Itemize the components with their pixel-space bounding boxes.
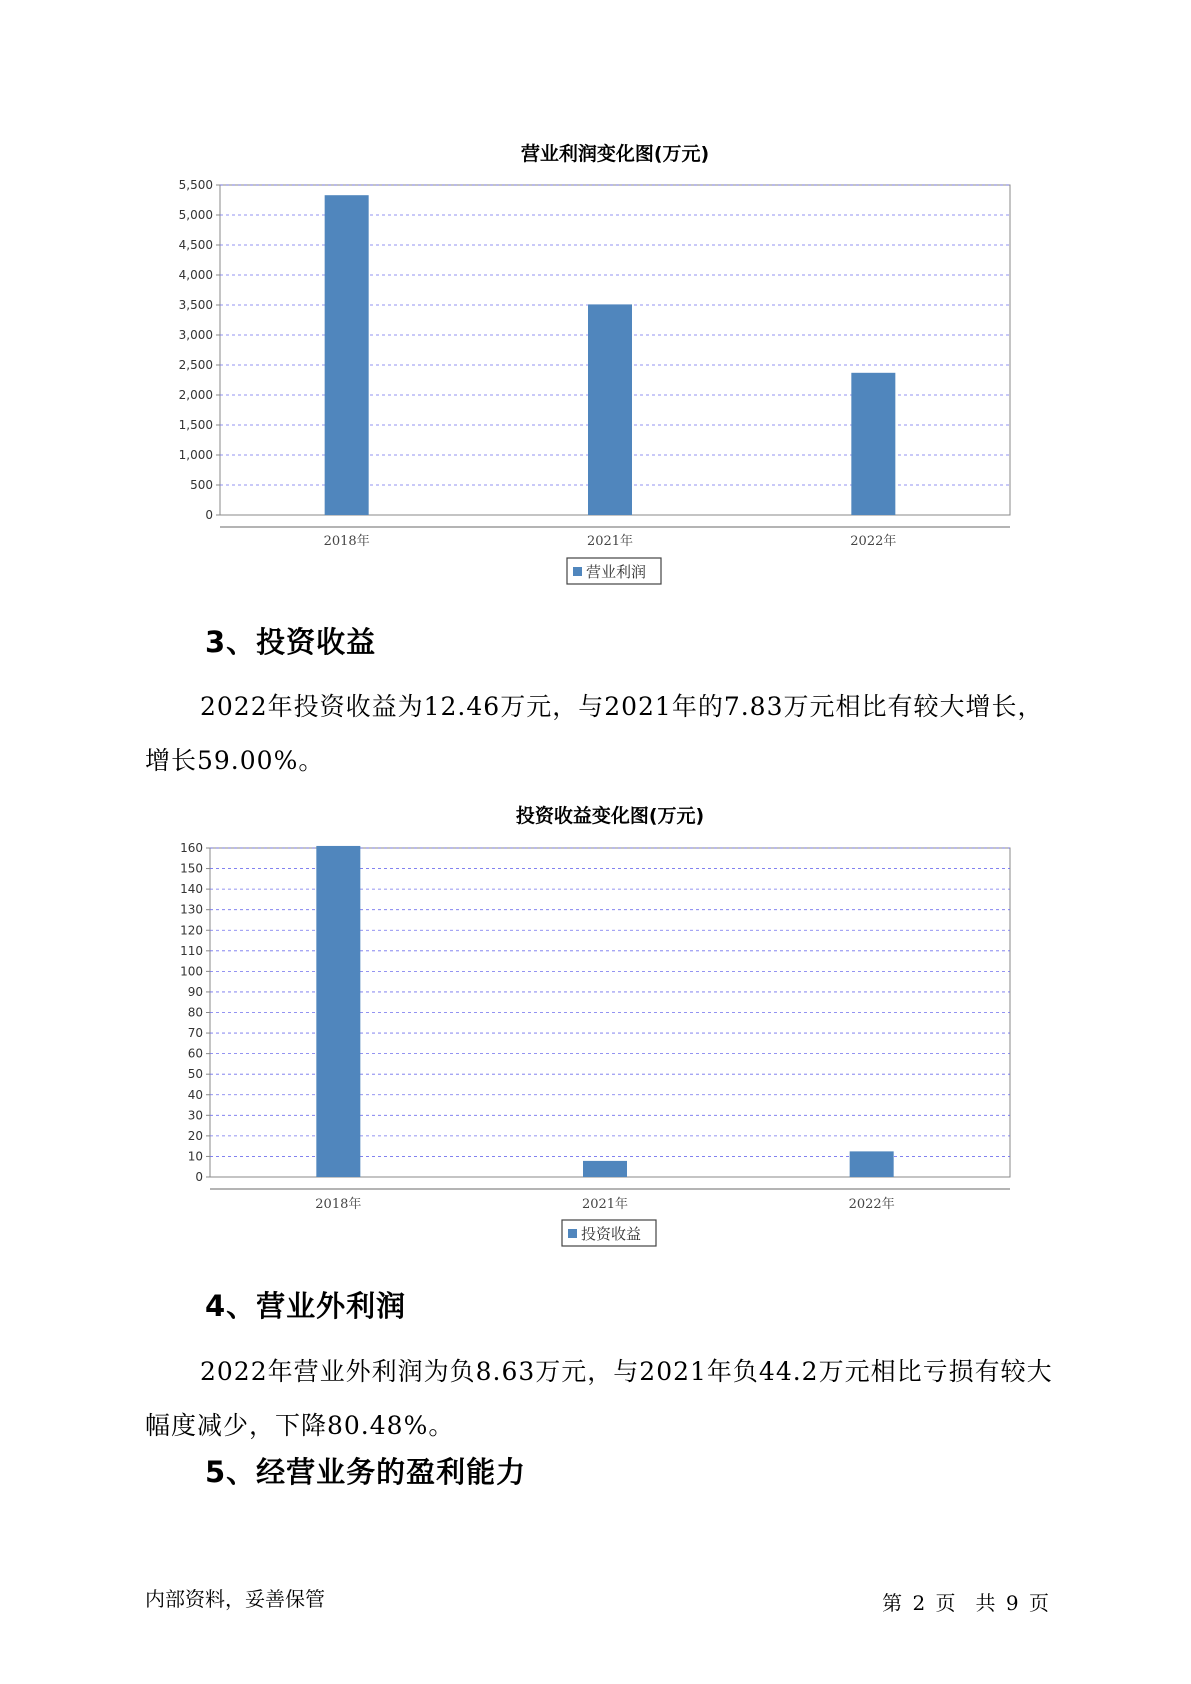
legend-label: 投资收益 bbox=[581, 1225, 642, 1243]
x-tick-label: 2021年 bbox=[581, 1197, 629, 1212]
x-tick-label: 2018年 bbox=[315, 1197, 362, 1212]
section-5-heading: 5、经营业务的盈利能力 bbox=[205, 1455, 527, 1489]
y-tick-label: 50 bbox=[187, 1067, 203, 1082]
y-tick-label: 10 bbox=[187, 1149, 203, 1164]
y-tick-label: 40 bbox=[187, 1087, 203, 1102]
y-tick-label: 4,000 bbox=[178, 268, 213, 282]
y-tick-label: 5,000 bbox=[178, 208, 213, 222]
y-tick-label: 130 bbox=[180, 902, 203, 917]
y-tick-label: 3,000 bbox=[178, 328, 213, 342]
bar bbox=[583, 1161, 627, 1177]
bar bbox=[850, 1151, 894, 1177]
y-tick-label: 150 bbox=[180, 861, 203, 876]
page-total: 9 bbox=[1005, 1591, 1019, 1615]
page-prefix: 第 bbox=[882, 1591, 903, 1615]
page-mid: 页 共 bbox=[935, 1591, 996, 1615]
footer-page-number bbox=[880, 1587, 1051, 1616]
y-tick-label: 110 bbox=[180, 943, 203, 958]
x-tick-label: 2022年 bbox=[848, 1197, 895, 1212]
footer-confidential-note: 内部资料，妥善保管 bbox=[145, 1587, 325, 1611]
y-tick-label: 120 bbox=[180, 923, 203, 938]
y-tick-label: 100 bbox=[180, 964, 203, 979]
y-tick-label: 5,500 bbox=[178, 178, 213, 192]
y-tick-label: 80 bbox=[187, 1005, 203, 1020]
y-tick-label: 30 bbox=[187, 1108, 203, 1123]
x-tick-label: 2022年 bbox=[850, 534, 897, 549]
x-tick-label: 2018年 bbox=[323, 534, 370, 549]
y-tick-label: 0 bbox=[205, 508, 213, 522]
section-4-heading: 4、营业外利润 bbox=[205, 1289, 407, 1323]
y-tick-label: 90 bbox=[187, 984, 203, 999]
bar bbox=[316, 846, 360, 1177]
y-tick-label: 3,500 bbox=[178, 298, 213, 312]
y-tick-label: 140 bbox=[180, 882, 203, 897]
chart-title: 投资收益变化图(万元) bbox=[515, 805, 705, 827]
y-tick-label: 2,500 bbox=[178, 358, 213, 372]
section-3-heading: 3、投资收益 bbox=[205, 625, 377, 659]
x-tick-label: 2021年 bbox=[586, 534, 634, 549]
page-suffix: 页 bbox=[1029, 1591, 1049, 1615]
section-4-paragraph: 2022年营业外利润为负8.63万元，与2021年负44.2万元相比亏损有较大幅度减少，下降80.48%。 bbox=[145, 1357, 1053, 1440]
legend-label: 营业利润 bbox=[586, 563, 647, 581]
y-tick-label: 500 bbox=[190, 478, 213, 492]
y-tick-label: 160 bbox=[180, 841, 203, 855]
y-tick-label: 2,000 bbox=[178, 388, 213, 402]
y-tick-label: 1,500 bbox=[178, 418, 213, 432]
section-3-paragraph: 2022年投资收益为12.46万元，与2021年的7.83万元相比有较大增长，增长59.00%。 bbox=[145, 692, 1044, 775]
legend-swatch bbox=[568, 1229, 577, 1238]
y-tick-label: 0 bbox=[195, 1170, 203, 1184]
y-tick-label: 70 bbox=[187, 1026, 203, 1041]
chart-title: 营业利润变化图(万元) bbox=[520, 143, 710, 165]
page-current: 2 bbox=[912, 1591, 926, 1615]
y-tick-label: 1,000 bbox=[178, 448, 213, 462]
y-tick-label: 20 bbox=[187, 1128, 203, 1143]
y-tick-label: 60 bbox=[187, 1046, 203, 1061]
y-tick-label: 4,500 bbox=[178, 238, 213, 252]
